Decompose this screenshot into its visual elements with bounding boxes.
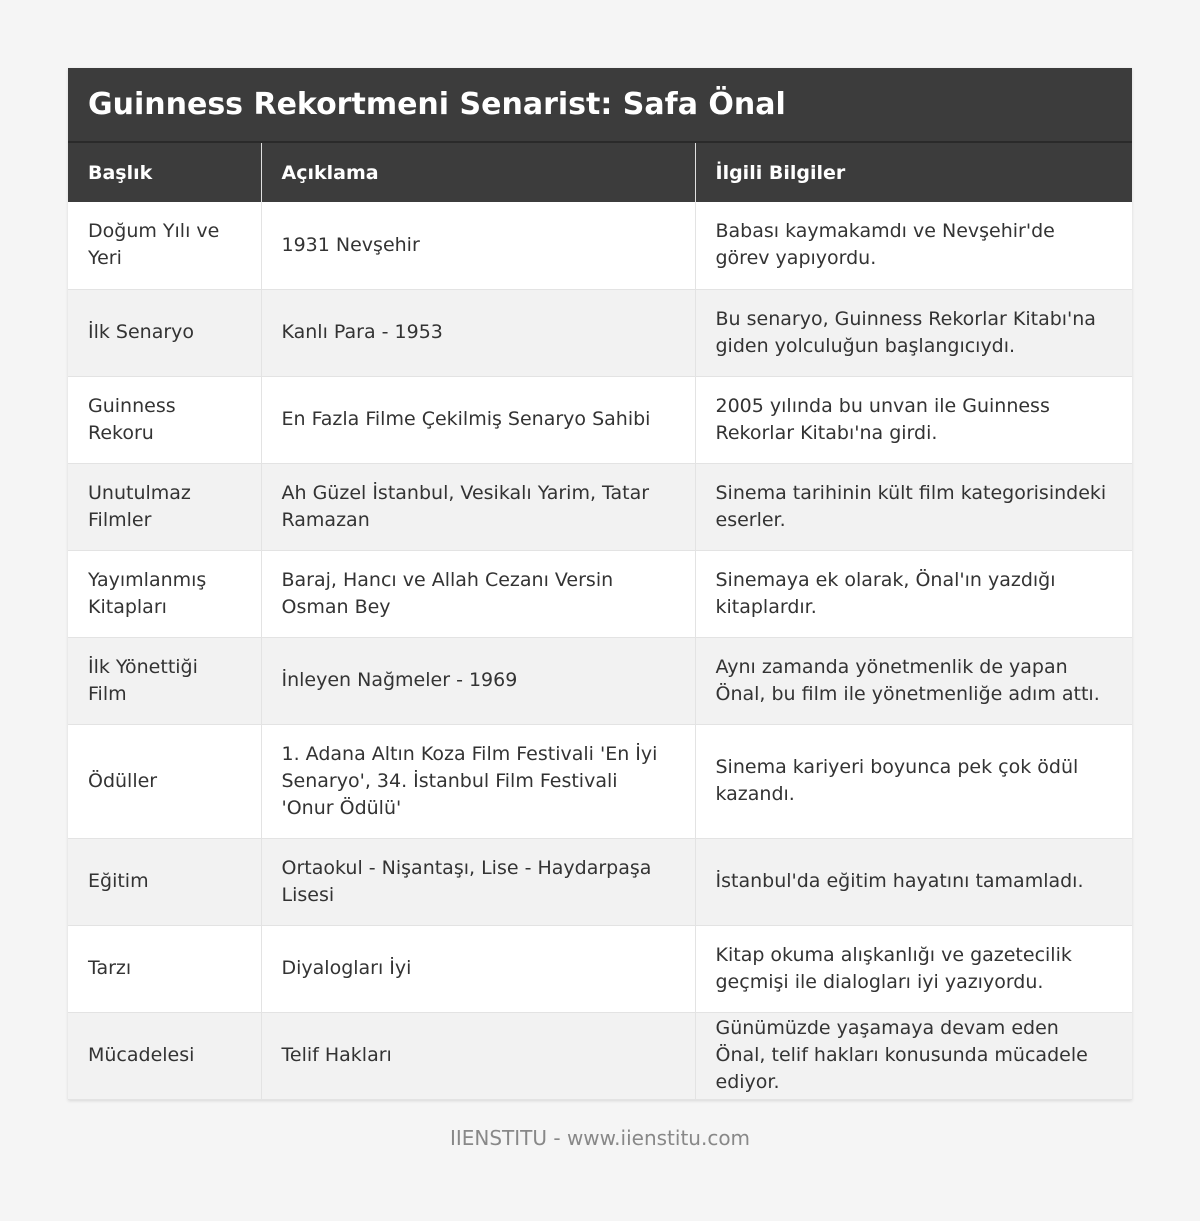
column-header: Açıklama	[261, 143, 695, 202]
table-cell: Diyalogları İyi	[261, 925, 695, 1012]
table-cell: Bu senaryo, Guinness Rekorlar Kitabı'na giden yolculuğun başlangıcıydı.	[695, 289, 1132, 376]
table-cell: İlk Yönettiği Film	[68, 637, 261, 724]
column-header: İlgili Bilgiler	[695, 143, 1132, 202]
table-cell: Babası kaymakamdı ve Nevşehir'de görev yapıyordu.	[695, 202, 1132, 289]
table-cell: 1. Adana Altın Koza Film Festivali 'En İyi Senaryo', 34. İstanbul Film Festivali 'Onur Ödülü'	[261, 724, 695, 838]
table-cell: Aynı zamanda yönetmenlik de yapan Önal, bu film ile yönetmenliğe adım attı.	[695, 637, 1132, 724]
table-cell: Eğitim	[68, 838, 261, 925]
table-cell: Mücadelesi	[68, 1012, 261, 1099]
table-row	[68, 637, 1132, 724]
table-row	[68, 550, 1132, 637]
table-cell: 2005 yılında bu unvan ile Guinness Rekorlar Kitabı'na girdi.	[695, 376, 1132, 463]
table-cell: Unutulmaz Filmler	[68, 463, 261, 550]
table-cell: İnleyen Nağmeler - 1969	[261, 637, 695, 724]
table-cell: Kitap okuma alışkanlığı ve gazetecilik geçmişi ile dialogları iyi yazıyordu.	[695, 925, 1132, 1012]
table-cell: Guinness Rekoru	[68, 376, 261, 463]
table-row	[68, 838, 1132, 925]
table-cell: Sinema tarihinin kült film kategorisindeki eserler.	[695, 463, 1132, 550]
table-cell: Ah Güzel İstanbul, Vesikalı Yarim, Tatar Ramazan	[261, 463, 695, 550]
table-cell: Tarzı	[68, 925, 261, 1012]
table-row	[68, 202, 1132, 289]
table-cell: Sinemaya ek olarak, Önal'ın yazdığı kitaplardır.	[695, 550, 1132, 637]
table-cell: İlk Senaryo	[68, 289, 261, 376]
table-row	[68, 289, 1132, 376]
table-cell: Kanlı Para - 1953	[261, 289, 695, 376]
table-row	[68, 925, 1132, 1012]
info-table	[68, 143, 1132, 1100]
title-bar	[68, 68, 1132, 143]
footer-credit: IIENSTITU - www.iienstitu.com	[449, 1126, 751, 1150]
table-cell: Yayımlanmış Kitapları	[68, 550, 261, 637]
table-cell: İstanbul'da eğitim hayatını tamamladı.	[695, 838, 1132, 925]
table-cell: Sinema kariyeri boyunca pek çok ödül kazandı.	[695, 724, 1132, 838]
table-cell: 1931 Nevşehir	[261, 202, 695, 289]
table-cell: Ortaokul - Nişantaşı, Lise - Haydarpaşa Lisesi	[261, 838, 695, 925]
table-cell: Ödüller	[68, 724, 261, 838]
table-cell: Günümüzde yaşamaya devam eden Önal, telif hakları konusunda mücadele ediyor.	[695, 1012, 1132, 1099]
table-row	[68, 376, 1132, 463]
table-header-row	[68, 143, 1132, 202]
table-cell: Doğum Yılı ve Yeri	[68, 202, 261, 289]
table-cell: En Fazla Filme Çekilmiş Senaryo Sahibi	[261, 376, 695, 463]
table-row	[68, 724, 1132, 838]
table-row	[68, 463, 1132, 550]
table-row	[68, 1012, 1132, 1099]
column-header: Başlık	[68, 143, 261, 202]
table-cell: Telif Hakları	[261, 1012, 695, 1099]
page-title: Guinness Rekortmeni Senarist: Safa Önal	[88, 87, 786, 122]
table-cell: Baraj, Hancı ve Allah Cezanı Versin Osman Bey	[261, 550, 695, 637]
info-card	[68, 68, 1132, 1100]
